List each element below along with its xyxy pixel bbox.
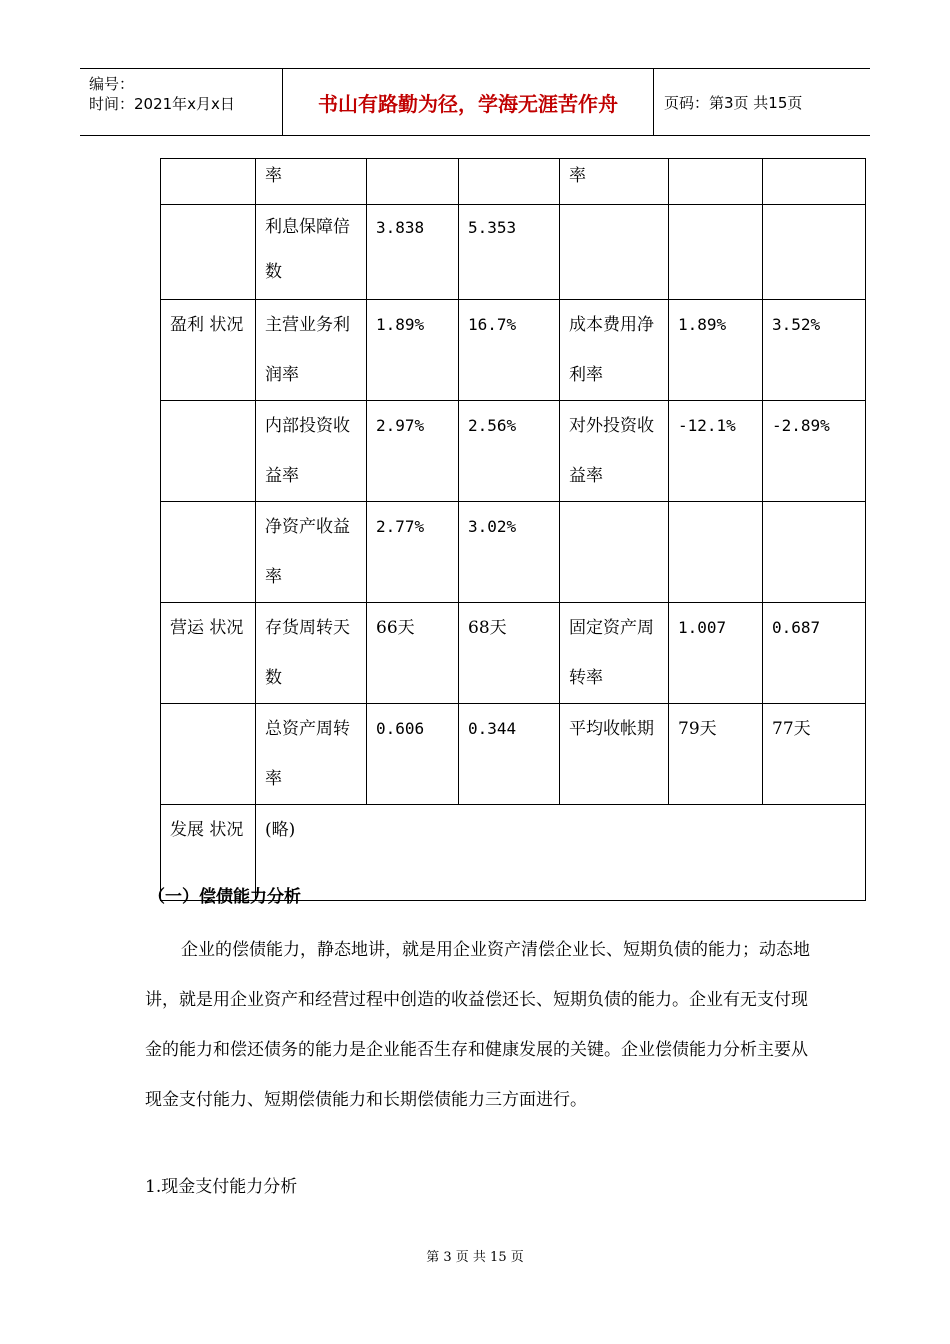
table-cell: 1.89% — [669, 300, 763, 401]
table-cell — [560, 502, 669, 603]
table-row — [161, 401, 866, 502]
table-cell: 3.52% — [763, 300, 866, 401]
table-cell — [669, 502, 763, 603]
table-cell: -12.1% — [669, 401, 763, 502]
table-cell — [763, 205, 866, 300]
table-cell: 成本费用净利率 — [560, 300, 669, 401]
table-cell: 固定资产周转率 — [560, 603, 669, 704]
table-cell: 对外投资收益率 — [560, 401, 669, 502]
table-cell: 率 — [256, 159, 367, 205]
table-cell: 营运 状况 — [161, 603, 256, 704]
table-cell: 3.02% — [459, 502, 560, 603]
table-cell: 2.97% — [367, 401, 459, 502]
table-cell — [161, 401, 256, 502]
table-cell: 1.007 — [669, 603, 763, 704]
page-footer: 第 3 页 共 15 页 — [426, 1250, 524, 1265]
header-page-info: 页码：第3页 共15页 — [664, 93, 803, 112]
table-cell: 利息保障倍数 — [256, 205, 367, 300]
table-cell: 66天 — [367, 603, 459, 704]
section-title: （一）偿债能力分析 — [148, 887, 301, 907]
body-paragraph: 企业的偿债能力，静态地讲，就是用企业资产清偿企业长、短期负债的能力；动态地讲，就是用企业资产和经营过程中创造的收益偿还长、短期负债的能力。企业有无支付现金的能力和偿还债务的能力是企业能否生存和健康发展的关键。企业偿债能力分析主要从现金支付能力、短期偿债能力和长期偿债能力三方面进行。 — [145, 940, 810, 1110]
table-cell: 77天 — [763, 704, 866, 805]
table-cell: 存货周转天数 — [256, 603, 367, 704]
table-cell — [669, 159, 763, 205]
header-motto: 书山有路勤为径，学海无涯苦作舟 — [283, 69, 654, 135]
number-label: 编号： — [89, 75, 135, 93]
table-row — [161, 502, 866, 603]
table-cell: 68天 — [459, 603, 560, 704]
table-cell — [161, 704, 256, 805]
table-cell: 平均收帐期 — [560, 704, 669, 805]
table-cell — [161, 205, 256, 300]
table-cell: 3.838 — [367, 205, 459, 300]
table-cell — [669, 205, 763, 300]
table-cell: 79天 — [669, 704, 763, 805]
table-cell — [367, 159, 459, 205]
table-cell: 率 — [560, 159, 669, 205]
table-cell — [459, 159, 560, 205]
subsection-heading: 1.现金支付能力分析 — [145, 1177, 298, 1197]
financial-ratio-table — [160, 158, 866, 901]
table-cell: 0.344 — [459, 704, 560, 805]
table-cell: 0.687 — [763, 603, 866, 704]
table-cell: -2.89% — [763, 401, 866, 502]
table-cell: 主营业务利润率 — [256, 300, 367, 401]
table-row — [161, 159, 866, 205]
table-cell — [161, 502, 256, 603]
table-cell: 0.606 — [367, 704, 459, 805]
table-cell: 发展 状况 — [161, 805, 256, 901]
time-label: 时间：2021年x月x日 — [89, 95, 235, 113]
table-row — [161, 300, 866, 401]
table-cell: 2.56% — [459, 401, 560, 502]
table-cell — [560, 205, 669, 300]
table-cell — [763, 159, 866, 205]
table-cell — [161, 159, 256, 205]
table-cell: 总资产周转率 — [256, 704, 367, 805]
table-cell: 内部投资收益率 — [256, 401, 367, 502]
page-header — [80, 68, 870, 136]
table-row — [161, 603, 866, 704]
table-cell: (略) — [256, 805, 866, 901]
table-cell: 盈利 状况 — [161, 300, 256, 401]
table-cell: 1.89% — [367, 300, 459, 401]
header-meta — [80, 69, 283, 135]
table-cell: 5.353 — [459, 205, 560, 300]
table-cell: 16.7% — [459, 300, 560, 401]
table-row — [161, 704, 866, 805]
table-cell: 2.77% — [367, 502, 459, 603]
table-cell: 净资产收益率 — [256, 502, 367, 603]
table-cell — [763, 502, 866, 603]
table-row — [161, 205, 866, 300]
